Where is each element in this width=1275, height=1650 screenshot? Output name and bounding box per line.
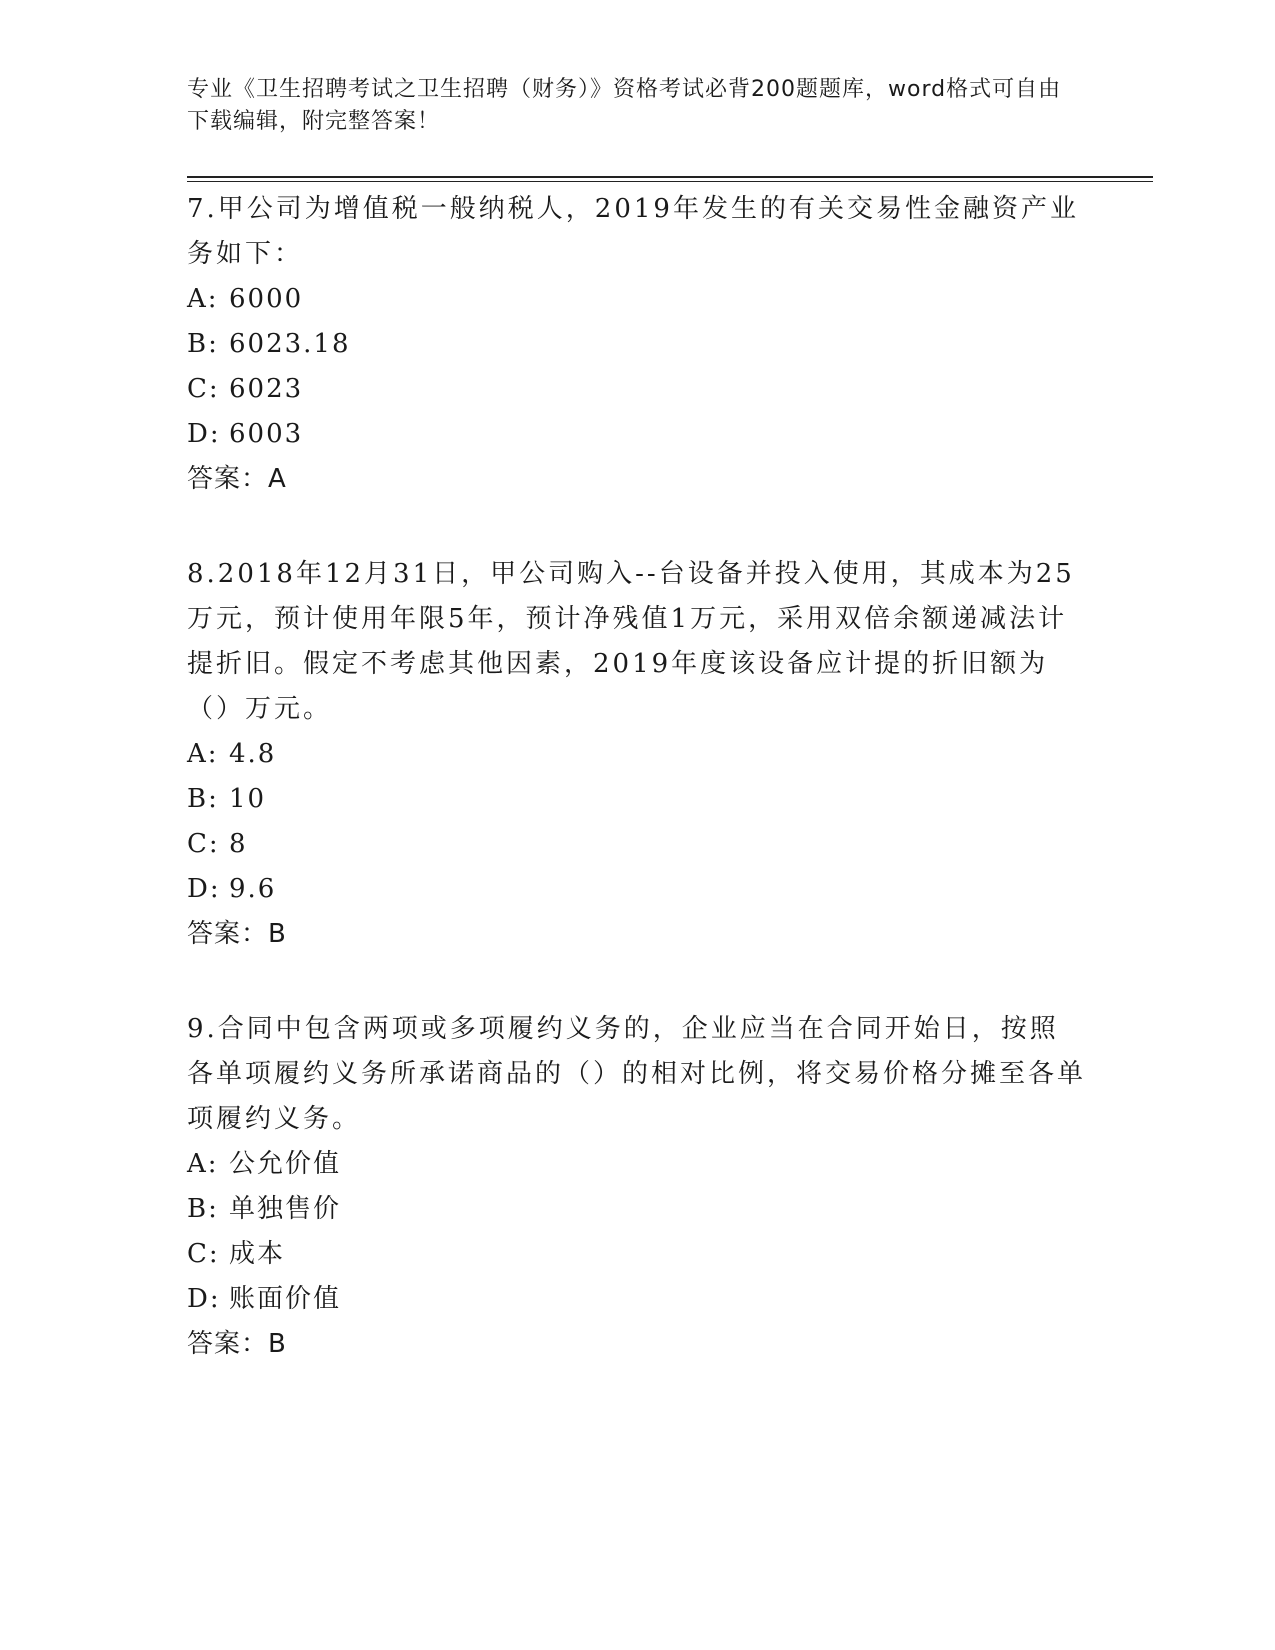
option-text: 6023.18 — [229, 329, 351, 359]
option-key: A: — [187, 1149, 219, 1179]
option-key: B: — [187, 329, 219, 359]
option-key: C: — [187, 829, 220, 859]
question-stem: 7.甲公司为增值税一般纳税人，2019年发生的有关交易性金融资产业务如下： — [187, 194, 1079, 269]
option-a — [187, 277, 1087, 322]
answer-line: 答案：B — [187, 919, 287, 949]
option-b — [187, 777, 1087, 822]
document-header: 专业《卫生招聘考试之卫生招聘（财务）》资格考试必背200题题库，word格式可自由下载编辑，附完整答案！ — [187, 77, 1062, 134]
option-text: 4.8 — [229, 739, 277, 769]
header-divider-thick — [187, 176, 1153, 178]
answer-line: 答案：A — [187, 464, 287, 494]
option-text: 10 — [229, 784, 267, 814]
option-key: B: — [187, 784, 219, 814]
option-b — [187, 322, 1087, 367]
option-key: C: — [187, 374, 220, 404]
option-c — [187, 822, 1087, 867]
option-a — [187, 732, 1087, 777]
option-key: B: — [187, 1194, 219, 1224]
option-d — [187, 1277, 1087, 1322]
header-divider-thin — [187, 181, 1153, 182]
option-key: C: — [187, 1239, 220, 1269]
option-key: D: — [187, 419, 221, 449]
option-a — [187, 1142, 1087, 1187]
option-text: 8 — [229, 829, 248, 859]
option-b — [187, 1187, 1087, 1232]
question-7 — [187, 187, 1087, 502]
option-c — [187, 367, 1087, 412]
option-text: 账面价值 — [229, 1284, 342, 1314]
option-text: 6023 — [229, 374, 304, 404]
answer-line: 答案：B — [187, 1329, 287, 1359]
option-key: A: — [187, 284, 219, 314]
option-key: D: — [187, 874, 221, 904]
option-text: 6000 — [229, 284, 304, 314]
option-text: 6003 — [229, 419, 304, 449]
question-stem: 8.2018年12月31日，甲公司购入--台设备并投入使用，其成本为25万元，预计使用年限5年，预计净残值1万元，采用双倍余额递减法计提折旧。假定不考虑其他因素，2019年度该设备应计提的折旧额为（）万元。 — [187, 559, 1075, 724]
option-text: 单独售价 — [229, 1194, 342, 1224]
question-9 — [187, 1007, 1087, 1367]
option-c — [187, 1232, 1087, 1277]
option-text: 公允价值 — [229, 1149, 342, 1179]
question-stem: 9.合同中包含两项或多项履约义务的，企业应当在合同开始日，按照各单项履约义务所承诺商品的（）的相对比例，将交易价格分摊至各单项履约义务。 — [187, 1014, 1087, 1134]
option-key: A: — [187, 739, 219, 769]
option-d — [187, 867, 1087, 912]
option-d — [187, 412, 1087, 457]
option-text: 成本 — [229, 1239, 286, 1269]
option-text: 9.6 — [229, 874, 277, 904]
question-8 — [187, 552, 1087, 957]
option-key: D: — [187, 1284, 221, 1314]
